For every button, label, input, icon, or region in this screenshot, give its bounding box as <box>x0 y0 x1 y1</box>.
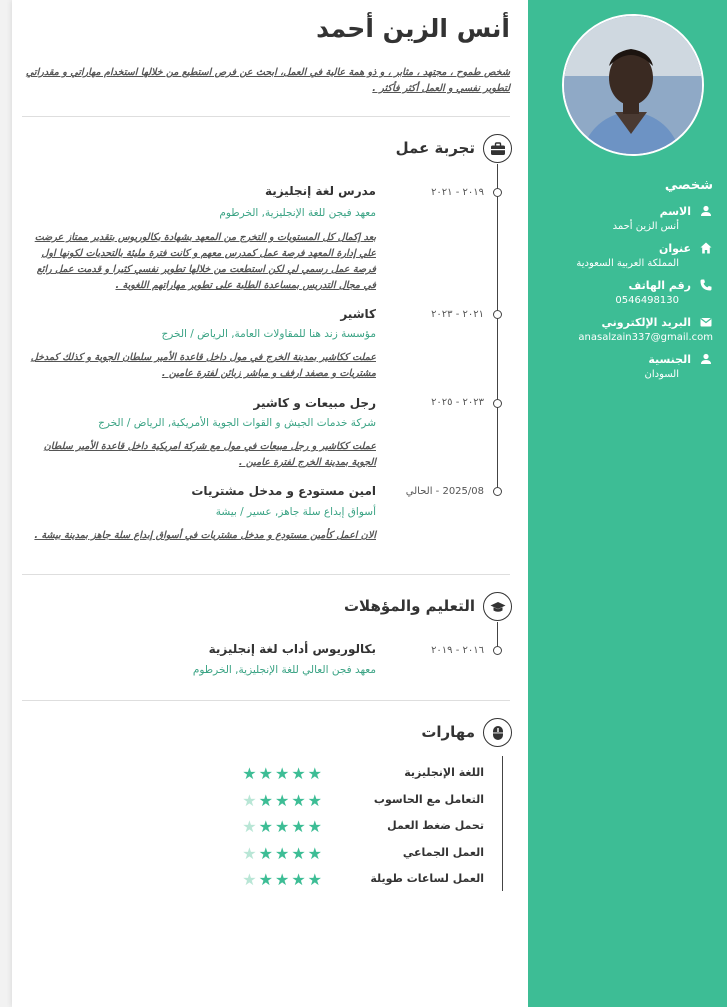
info-value[interactable]: 0546498130 <box>615 295 679 306</box>
info-label: عنوان <box>658 241 691 255</box>
star-filled-icon: ★ <box>274 870 292 889</box>
star-filled-icon: ★ <box>291 764 308 783</box>
star-filled-icon: ★ <box>274 764 292 783</box>
star-filled-icon: ★ <box>307 764 324 783</box>
info-label: الاسم <box>659 204 691 218</box>
job-date: ٢٠٢١ - ٢٠٢٣ <box>431 309 484 320</box>
timeline-dot <box>493 487 502 496</box>
experience-title: تجربة عمل <box>395 139 475 157</box>
star-filled-icon: ★ <box>258 870 275 889</box>
job-organization: مؤسسة زند هنا للمقاولات العامة, الرياض / الخرج <box>161 328 376 340</box>
skill-rating <box>242 764 324 783</box>
star-filled-icon: ★ <box>307 843 324 863</box>
education-title: التعليم والمؤهلات <box>343 597 475 615</box>
star-filled-icon: ★ <box>291 790 308 810</box>
star-filled-icon: ★ <box>291 843 308 863</box>
job-description: الان اعمل كأمين مستودع و مدخل مشتريات في أسواق إبداع سلة جاهز بمدينة بيشة . <box>34 530 376 541</box>
education-date: ٢٠١٦ - ٢٠١٩ <box>431 645 484 656</box>
skill-name: اللغة الإنجليزية <box>404 766 484 779</box>
timeline-dot <box>493 399 502 408</box>
star-filled-icon: ★ <box>274 843 292 863</box>
personal-info-list <box>533 204 713 389</box>
skill-rating <box>242 791 324 810</box>
skill-rating <box>242 870 324 889</box>
personal-section-title: شخصي <box>664 178 713 193</box>
star-filled-icon: ★ <box>307 790 324 810</box>
star-filled-icon: ★ <box>291 817 308 836</box>
star-empty-icon: ★ <box>242 817 259 836</box>
job-description: بعد إكمال كل المستويات و التخرج من المعهد بشهادة بكالوريوس بتقدير ممتاز عرضت علي إدارة المعهد فرصة عمل كمدرس معهم و كانت فترة مليئة بالتحديات لكونها اول فرصة عمل رسمي لي لكن استطعت من خلالها تطوير نفسي كثيرا و قدمت عمل رائع في مجال التدريس بمساعدة الطلبة على تطوير مهاراتهم اللغوية . <box>34 232 376 291</box>
person-icon <box>699 204 713 218</box>
job-date: ٢٠١٩ - ٢٠٢١ <box>431 187 484 198</box>
star-empty-icon: ★ <box>242 843 259 863</box>
skill-row <box>234 819 484 835</box>
sidebar <box>528 0 727 1007</box>
skills-line <box>502 756 503 891</box>
job-description: عملت ككاشير بمدينة الخرج في مول داخل قاعدة الأمير سلطان الجوية و كذلك كمدخل مشتريات و مصفد ارفف و مباشر زبائن لفترة عامين . <box>30 352 376 379</box>
job-organization: شركة خدمات الجيش و القوات الجوية الأمريكية, الرياض / الخرج <box>98 417 376 429</box>
timeline-dot <box>493 188 502 197</box>
info-label: الجنسية <box>648 352 691 366</box>
job-title: رجل مبيعات و كاشير <box>253 396 376 410</box>
star-filled-icon: ★ <box>274 790 292 810</box>
star-filled-icon: ★ <box>274 817 292 836</box>
skill-name: التعامل مع الحاسوب <box>373 792 484 806</box>
timeline-dot <box>493 646 502 655</box>
job-description: عملت ككاشير و رجل مبيعات في مول مع شركة امريكية داخل قاعدة الأمير سلطان الجوية بمدينة الخرج لفترة عامين . <box>43 441 376 468</box>
star-filled-icon: ★ <box>242 764 259 783</box>
phone-icon <box>699 278 713 292</box>
job-organization: معهد فيجن للغة الإنجليزية, الخرطوم <box>219 207 376 219</box>
star-filled-icon: ★ <box>307 817 324 836</box>
star-filled-icon: ★ <box>258 817 275 836</box>
skill-row <box>234 872 484 888</box>
skill-name: العمل لساعات طويلة <box>370 872 484 885</box>
skill-row <box>234 766 484 782</box>
star-empty-icon: ★ <box>242 790 259 810</box>
info-value: أنس الزين أحمد <box>612 221 679 232</box>
job-title: مدرس لغة إنجليزية <box>264 184 376 198</box>
skills-title: مهارات <box>421 723 475 741</box>
profile-summary: شخص طموح ، مجتهد ، مثابر ، و ذو همة عالية في العمل، ابحث عن فرص استطيع من خلالها استخدام مهاراتي و مقدراتي لتطوير نفسي و العمل أكثر فأكثر . <box>25 67 510 94</box>
main-content <box>22 0 512 1007</box>
divider <box>22 574 510 575</box>
info-address <box>533 241 713 269</box>
star-filled-icon: ★ <box>258 764 275 783</box>
job-title: كاشير <box>340 307 376 321</box>
info-name <box>533 204 713 232</box>
skill-row <box>234 790 484 810</box>
info-nationality <box>533 352 713 380</box>
divider <box>22 700 510 701</box>
info-label: رقم الهاتف <box>628 278 691 292</box>
info-value[interactable]: anasalzain337@gmail.com <box>578 332 713 343</box>
briefcase-icon <box>483 134 512 163</box>
star-filled-icon: ★ <box>291 870 308 889</box>
star-filled-icon: ★ <box>258 843 275 863</box>
job-date: ٢٠٢٣ - ٢٠٢٥ <box>431 397 484 408</box>
person-icon <box>699 352 713 366</box>
skill-name: تحمل ضغط العمل <box>387 819 484 832</box>
star-filled-icon: ★ <box>258 790 275 810</box>
profile-photo <box>562 14 704 156</box>
skill-name: العمل الجماعي <box>402 845 484 859</box>
mouse-icon <box>483 718 512 747</box>
job-title: امين مستودع و مدخل مشتريات <box>191 484 376 498</box>
institution: معهد فجن العالي للغة الإنجليزية, الخرطوم <box>192 664 376 676</box>
skill-row <box>234 843 484 863</box>
resume-page <box>12 0 727 1007</box>
degree-title: بكالوريوس أداب لغة إنجليزية <box>208 642 376 656</box>
mail-icon <box>699 315 713 329</box>
graduation-cap-icon <box>483 592 512 621</box>
info-value: المملكة العربية السعودية <box>576 258 679 269</box>
skill-rating <box>242 817 324 836</box>
timeline-dot <box>493 310 502 319</box>
info-email <box>533 315 713 343</box>
full-name: أنس الزين أحمد <box>316 14 510 43</box>
divider <box>22 116 510 117</box>
info-label: البريد الإلكتروني <box>601 315 691 329</box>
info-value: السودان <box>644 369 679 380</box>
home-icon <box>699 241 713 255</box>
skill-rating <box>242 844 324 863</box>
job-date: 2025/08 - الحالي <box>405 486 484 497</box>
star-empty-icon: ★ <box>242 870 259 889</box>
info-phone <box>533 278 713 306</box>
star-filled-icon: ★ <box>307 870 324 889</box>
job-organization: أسواق إبداع سلة جاهز, عسير / بيشة <box>215 506 376 518</box>
timeline-line <box>497 164 498 492</box>
